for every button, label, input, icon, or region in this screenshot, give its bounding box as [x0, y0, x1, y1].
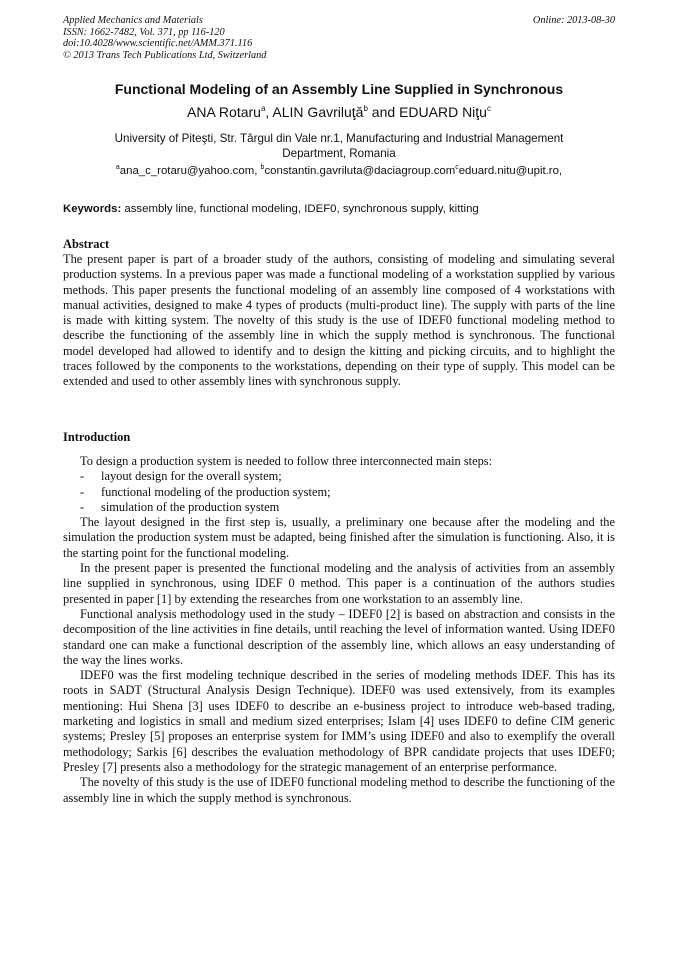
journal-name: Applied Mechanics and Materials	[63, 15, 203, 26]
list-item	[63, 500, 615, 515]
keywords-label: Keywords:	[63, 203, 122, 215]
email-superscript: b	[260, 164, 265, 171]
author-list	[63, 104, 615, 120]
step-text: simulation of the production system	[101, 499, 280, 514]
email-superscript: c	[455, 164, 459, 171]
abstract-body	[63, 252, 615, 390]
steps-list	[63, 469, 615, 515]
author-superscript: b	[363, 104, 368, 113]
list-item	[63, 469, 615, 484]
intro-lead: To design a production system is needed to follow three interconnected main steps:	[80, 454, 493, 468]
affiliation: University of Piteşti, Str. Târgul din Vale nr.1, Manufacturing and Industrial Management Department, Romania	[114, 132, 564, 160]
online-date: Online: 2013-08-30	[532, 15, 615, 26]
email-superscript: a	[115, 164, 120, 171]
bullet-dash: -	[80, 499, 85, 514]
body-paragraph: The novelty of this study is the use of IDEF0 functional modeling method to describe the functioning of the assembly line in which the supply method is synchronous.	[63, 775, 615, 805]
abstract-heading: Abstract	[63, 237, 110, 251]
bullet-dash: -	[80, 484, 85, 499]
list-item	[63, 485, 615, 500]
introduction-body	[63, 454, 615, 806]
body-paragraph: The layout designed in the first step is, usually, a preliminary one because after the modeling and the simulation the production system must be adapted, being finished after the simulation is functioning. Also, it is the starting point for the functional modeling.	[63, 515, 615, 560]
author-separator: ,	[265, 104, 273, 120]
author-name: ANA Rotaru	[187, 104, 261, 120]
author-emails	[63, 165, 615, 177]
journal-header	[63, 15, 615, 61]
journal-doi: doi:10.4028/www.scientific.net/AMM.371.116	[63, 38, 253, 49]
introduction-heading: Introduction	[63, 430, 131, 444]
author-email: ana_c_rotaru@yahoo.com,	[119, 165, 261, 177]
journal-copyright: © 2013 Trans Tech Publications Ltd, Switzerland	[63, 49, 267, 61]
abstract-text: The present paper is part of a broader study of the authors, consisting of modeling and simulating several production systems. In a previous paper was made a functional modeling of a workstation supplied by various methods. This paper presents the functional modeling of an assembly line composed of 4 workstations with manual activities, designed to make 4 types of products (multi-product line). The supply with parts of the line is made with kitting system. The novelty of this study is the use of IDEF0 functional modeling method to describe the functioning of the assembly line in which the supply method is synchronous. The functional model developed had allowed to identify and to design the kitting and picking circuits, and to highlight the traces followed by the components to the workstations, depending on their type of supply. This model can be extended and used to other assembly lines with synchronous supply.	[63, 252, 615, 389]
keywords-text: assembly line, functional modeling, IDEF0, synchronous supply, kitting	[121, 203, 479, 215]
author-name: ALIN Gavriluţă	[272, 104, 364, 120]
author-name: EDUARD Niţu	[399, 104, 487, 120]
author-superscript: a	[260, 104, 266, 113]
body-paragraph: In the present paper is presented the functional modeling and the analysis of activities from an assembly line supplied in synchronous, using IDEF 0 method. This paper is a continuation of the authors studies presented in paper [1] by extending the researches from one workstation to an assembly line.	[63, 561, 615, 606]
paper-title: Functional Modeling of an Assembly Line Supplied in Synchronous	[114, 81, 564, 97]
author-separator: and	[367, 104, 400, 120]
keywords	[63, 203, 615, 215]
bullet-dash: -	[80, 469, 85, 484]
author-email: constantin.gavriluta@daciagroup.com	[264, 165, 456, 177]
body-paragraph: IDEF0 was the first modeling technique described in the series of modeling methods IDEF. This has its roots in SADT (Structural Analysis Design Technique). IDEF0 was used extensively, from its examples mentioning: Hui Shena [3] uses IDEF0 to describe an e-business project to introduce web-based trading, marketing and logistics in small and medium sized enterprises; Islam [4] uses IDEF0 to define CIM generic systems; Presley [5] proposes an enterprise system for IMM’s using IDEF0 and also to exemplify the overall methodology; Sarkis [6] describes the evaluation methodology of BPR candidate projects that uses IDEF0; Presley [7] presents also a methodology for the strategic management of an enterprise performance.	[63, 668, 615, 774]
author-superscript: c	[486, 104, 491, 113]
journal-issn: ISSN: 1662-7482, Vol. 371, pp 116-120	[63, 26, 225, 38]
author-email: eduard.nitu@upit.ro,	[458, 165, 563, 177]
step-text: layout design for the overall system;	[101, 469, 282, 484]
step-text: functional modeling of the production system;	[101, 484, 331, 499]
body-paragraph: Functional analysis methodology used in the study – IDEF0 [2] is based on abstraction and consists in the decomposition of the line activities in fine details, until reaching the level of information wanted. Using IDEF0 standard one can make a functional description of the assembly line, which allows an easy understanding of the way the lines works.	[63, 606, 615, 667]
